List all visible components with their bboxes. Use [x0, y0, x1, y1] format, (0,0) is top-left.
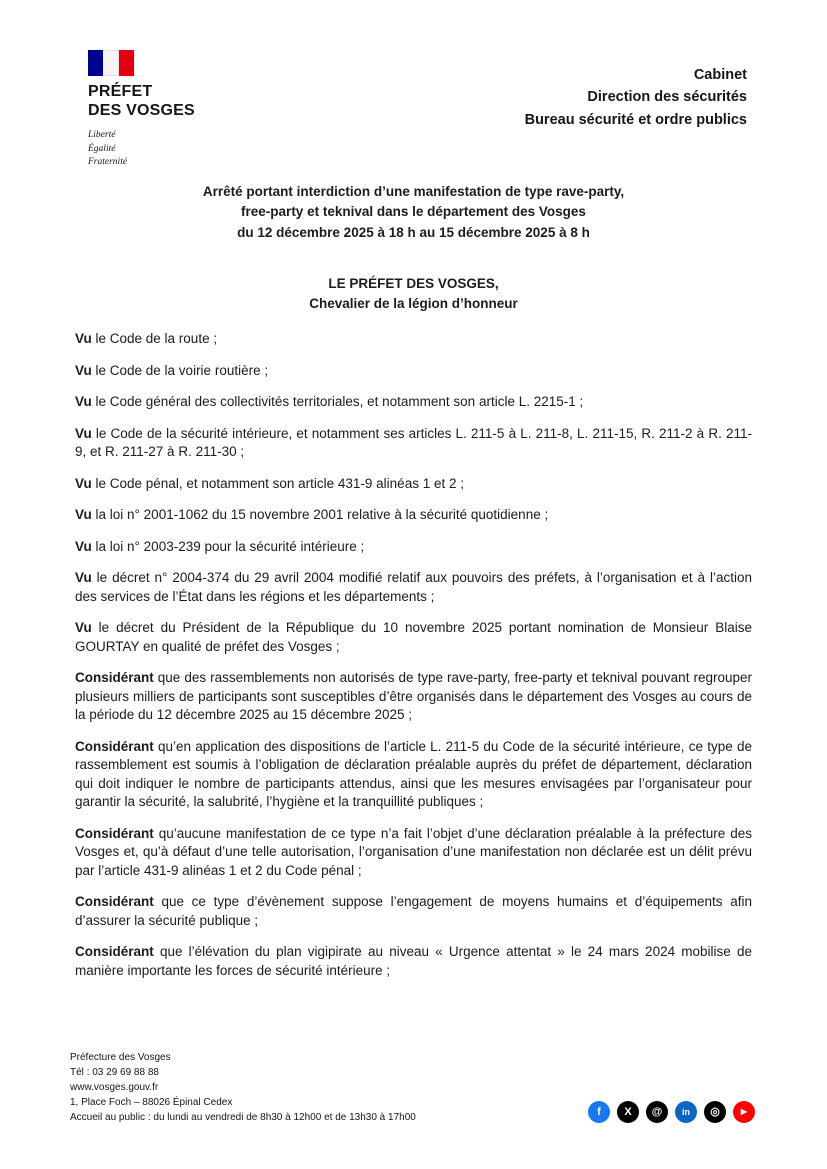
salutation	[75, 274, 752, 315]
linkedin-icon: in	[675, 1101, 697, 1123]
threads-icon: @	[646, 1101, 668, 1123]
paragraph-lead: Considérant	[75, 738, 154, 754]
facebook-icon: f	[588, 1101, 610, 1123]
footer-address: 1, Place Foch – 88026 Épinal Cedex	[70, 1097, 233, 1108]
issuing-service	[525, 64, 747, 131]
paragraph-lead: Vu	[75, 362, 92, 378]
youtube-icon: ▶	[733, 1101, 755, 1123]
body-paragraph: Vu la loi n° 2001-1062 du 15 novembre 2001 relative à la sécurité quotidienne ;	[75, 507, 549, 522]
paragraph-lead: Vu	[75, 331, 92, 346]
republic-motto	[88, 129, 195, 170]
logo-title-line2: DES VOSGES	[88, 101, 195, 119]
paragraph-lead: Considérant	[75, 670, 154, 685]
service-line-bureau: Bureau sécurité et ordre publics	[524, 111, 747, 128]
document-title	[75, 182, 752, 243]
service-line-cabinet: Cabinet	[693, 67, 747, 83]
instagram-icon: ◎	[704, 1101, 726, 1123]
title-line-1: Arrêté portant interdiction d’une manifestation de type rave-party,	[202, 184, 625, 199]
body-paragraph: Considérant que l’élévation du plan vigipirate au niveau « Urgence attentat » le 24 mars 2024 mobilise de manière importante les forces de sécurité intérieure ;	[75, 944, 752, 978]
motto-fraternite: Fraternité	[88, 157, 128, 168]
social-icons	[588, 1101, 755, 1123]
paragraph-lead: Vu	[75, 425, 92, 441]
paragraph-lead: Considérant	[75, 825, 154, 841]
motto-liberte: Liberté	[88, 129, 116, 140]
prefecture-logo	[88, 50, 195, 170]
paragraph-lead: Vu	[75, 507, 92, 522]
footer-website: www.vosges.gouv.fr	[70, 1082, 159, 1093]
body-paragraph: Vu le Code de la sécurité intérieure, et notamment ses articles L. 211-5 à L. 211-8, L. 211-15, R. 211-2 à R. 211-9, et R. 211-27 à R. 211-30 ;	[75, 425, 752, 459]
body-paragraph: Vu le Code pénal, et notamment son article 431-9 alinéas 1 et 2 ;	[75, 475, 464, 491]
title-line-2: free-party et teknival dans le département des Vosges	[241, 204, 586, 220]
paragraph-lead: Vu	[75, 570, 92, 585]
logo-title-line1: PRÉFET	[88, 83, 153, 100]
body-paragraph: Considérant qu’en application des dispositions de l’article L. 211-5 du Code de la sécurité intérieure, ce type de rassemblement est soumis à l’obligation de déclaration préalable auprès du préfet de département, déclaration qui doit indiquer le nombre de participants attendus, ainsi que les mesures envisagées par l’organisateur pour garantir la sécurité, la salubrité, l’hygiène et la tranquillité publiques ;	[75, 738, 752, 809]
footer-phone: Tél : 03 29 69 88 88	[70, 1067, 159, 1078]
paragraph-lead: Vu	[75, 538, 92, 554]
body-paragraph: Vu le Code général des collectivités territoriales, et notamment son article L. 2215-1 ;	[75, 394, 584, 409]
body-paragraph: Vu le Code de la route ;	[75, 331, 218, 346]
paragraph-lead: Considérant	[75, 944, 154, 959]
body-paragraph: Considérant que des rassemblements non autorisés de type rave-party, free-party et teknival pouvant regrouper plusieurs milliers de participants sont susceptibles d’être organisés dans le département des Vosges au cours de la période du 12 décembre 2025 au 15 décembre 2025 ;	[75, 670, 752, 722]
body-paragraph: Vu le décret du Président de la République du 10 novembre 2025 portant nomination de Monsieur Blaise GOURTAY en qualité de préfet des Vosges ;	[75, 620, 752, 654]
logo-title	[88, 83, 195, 121]
salutation-line-1: LE PRÉFET DES VOSGES,	[328, 276, 499, 291]
motto-egalite: Égalité	[88, 143, 116, 154]
body-paragraph: Vu le Code de la voirie routière ;	[75, 362, 269, 378]
paragraph-lead: Vu	[75, 394, 92, 409]
body-paragraph: Vu la loi n° 2003-239 pour la sécurité intérieure ;	[75, 538, 365, 554]
paragraph-lead: Vu	[75, 475, 92, 491]
paragraphs-container	[75, 330, 752, 993]
footer-opening-hours: Accueil au public : du lundi au vendredi de 8h30 à 12h00 et de 13h30 à 17h00	[70, 1112, 416, 1123]
service-line-direction: Direction des sécurités	[587, 89, 747, 106]
footer-org-name: Préfecture des Vosges	[70, 1052, 171, 1063]
paragraph-lead: Considérant	[75, 894, 154, 909]
body-paragraph: Considérant qu’aucune manifestation de ce type n’a fait l’objet d’une déclaration préalable à la préfecture des Vosges et, qu’à défaut d’une telle autorisation, l’organisation d’une manifestation non déclarée est un délit prévu par l’article 431-9 alinéas 1 et 2 du Code pénal ;	[75, 825, 752, 878]
paragraph-lead: Vu	[75, 620, 92, 635]
title-line-3: du 12 décembre 2025 à 18 h au 15 décembre 2025 à 8 h	[237, 224, 590, 240]
body-paragraph: Vu le décret n° 2004-374 du 29 avril 2004 modifié relatif aux pouvoirs des préfets, à l’organisation et à l’action des services de l’État dans les régions et les départements ;	[75, 570, 752, 604]
french-flag-icon	[88, 50, 134, 76]
body-paragraph: Considérant que ce type d’évènement suppose l’engagement de moyens humains et d’équipements afin d’assurer la sécurité publique ;	[75, 894, 752, 928]
x-icon: X	[617, 1101, 639, 1123]
footer-contact	[70, 1050, 416, 1125]
salutation-line-2: Chevalier de la légion d’honneur	[309, 296, 518, 312]
